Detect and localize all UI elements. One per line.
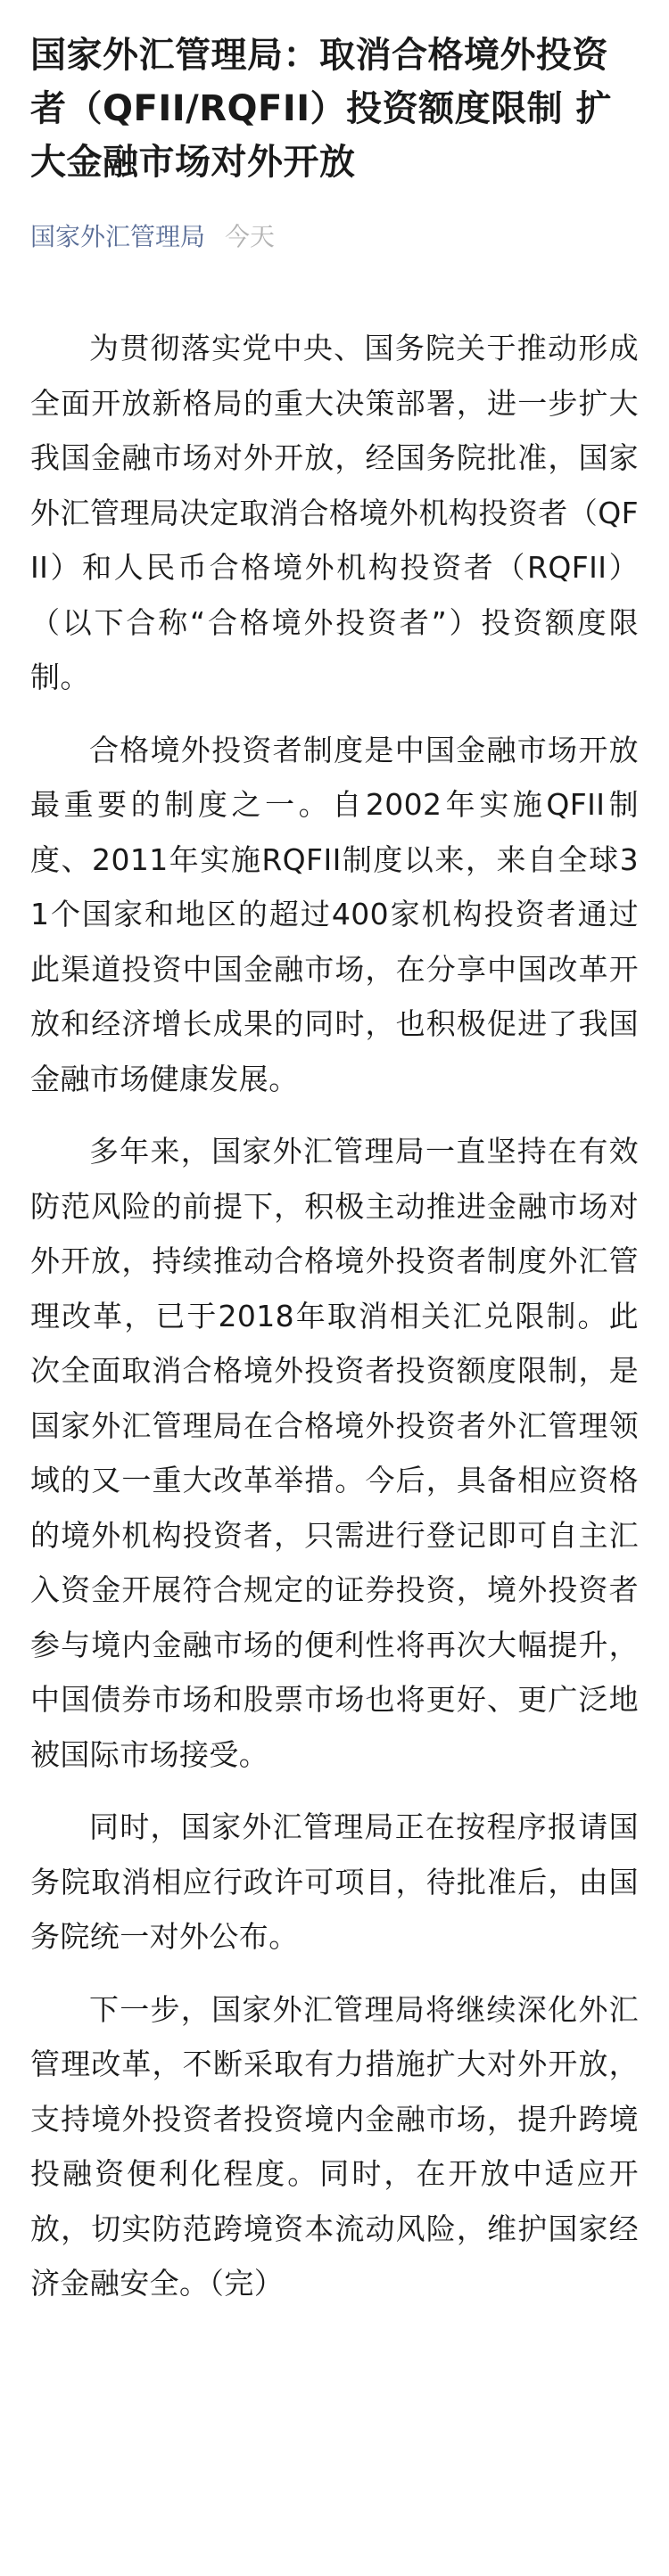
article-title: 国家外汇管理局：取消合格境外投资者（QFII/RQFII）投资额度限制 扩大金融市场对外开放 <box>30 35 613 183</box>
paragraph: 多年来，国家外汇管理局一直坚持在有效防范风险的前提下，积极主动推进金融市场对外开放，持续推动合格境外投资者制度外汇管理改革，已于2018年取消相关汇兑限制。此次全面取消合格境外投资者投资额度限制，是国家外汇管理局在合格境外投资者外汇管理领域的又一重大改革举措。今后，具备相应资格的境外机构投资者，只需进行登记即可自主汇入资金开展符合规定的证券投资，境外投资者参与境内金融市场的便利性将再次大幅提升，中国债券市场和股票市场也将更好、更广泛地被国际市场接受。 <box>30 1134 639 1772</box>
paragraph: 合格境外投资者制度是中国金融市场开放最重要的制度之一。自2002年实施QFII制度、2011年实施RQFII制度以来，来自全球31个国家和地区的超过400家机构投资者通过此渠道投资中国金融市场，在分享中国改革开放和经济增长成果的同时，也积极促进了我国金融市场健康发展。 <box>30 732 639 1096</box>
paragraph: 下一步，国家外汇管理局将继续深化外汇管理改革，不断采取有力措施扩大对外开放，支持境外投资者投资境内金融市场，提升跨境投融资便利化程度。同时，在开放中适应开放，切实防范跨境资本流动风险，维护国家经济金融安全。（完） <box>30 1991 639 2301</box>
paragraph: 同时，国家外汇管理局正在按程序报请国务院取消相应行政许可项目，待批准后，由国务院统一对外公布。 <box>30 1809 639 1954</box>
paragraph: 为贯彻落实党中央、国务院关于推动形成全面开放新格局的重大决策部署，进一步扩大我国金融市场对外开放，经国务院批准，国家外汇管理局决定取消合格境外机构投资者（QFII）和人民币合格境外机构投资者（RQFII）（以下合称“合格境外投资者”）投资额度限制。 <box>30 331 639 694</box>
article-meta <box>30 219 639 255</box>
source-account-link[interactable]: 国家外汇管理局 <box>30 222 206 251</box>
article-body <box>30 321 639 2311</box>
publish-time: 今天 <box>225 222 276 251</box>
